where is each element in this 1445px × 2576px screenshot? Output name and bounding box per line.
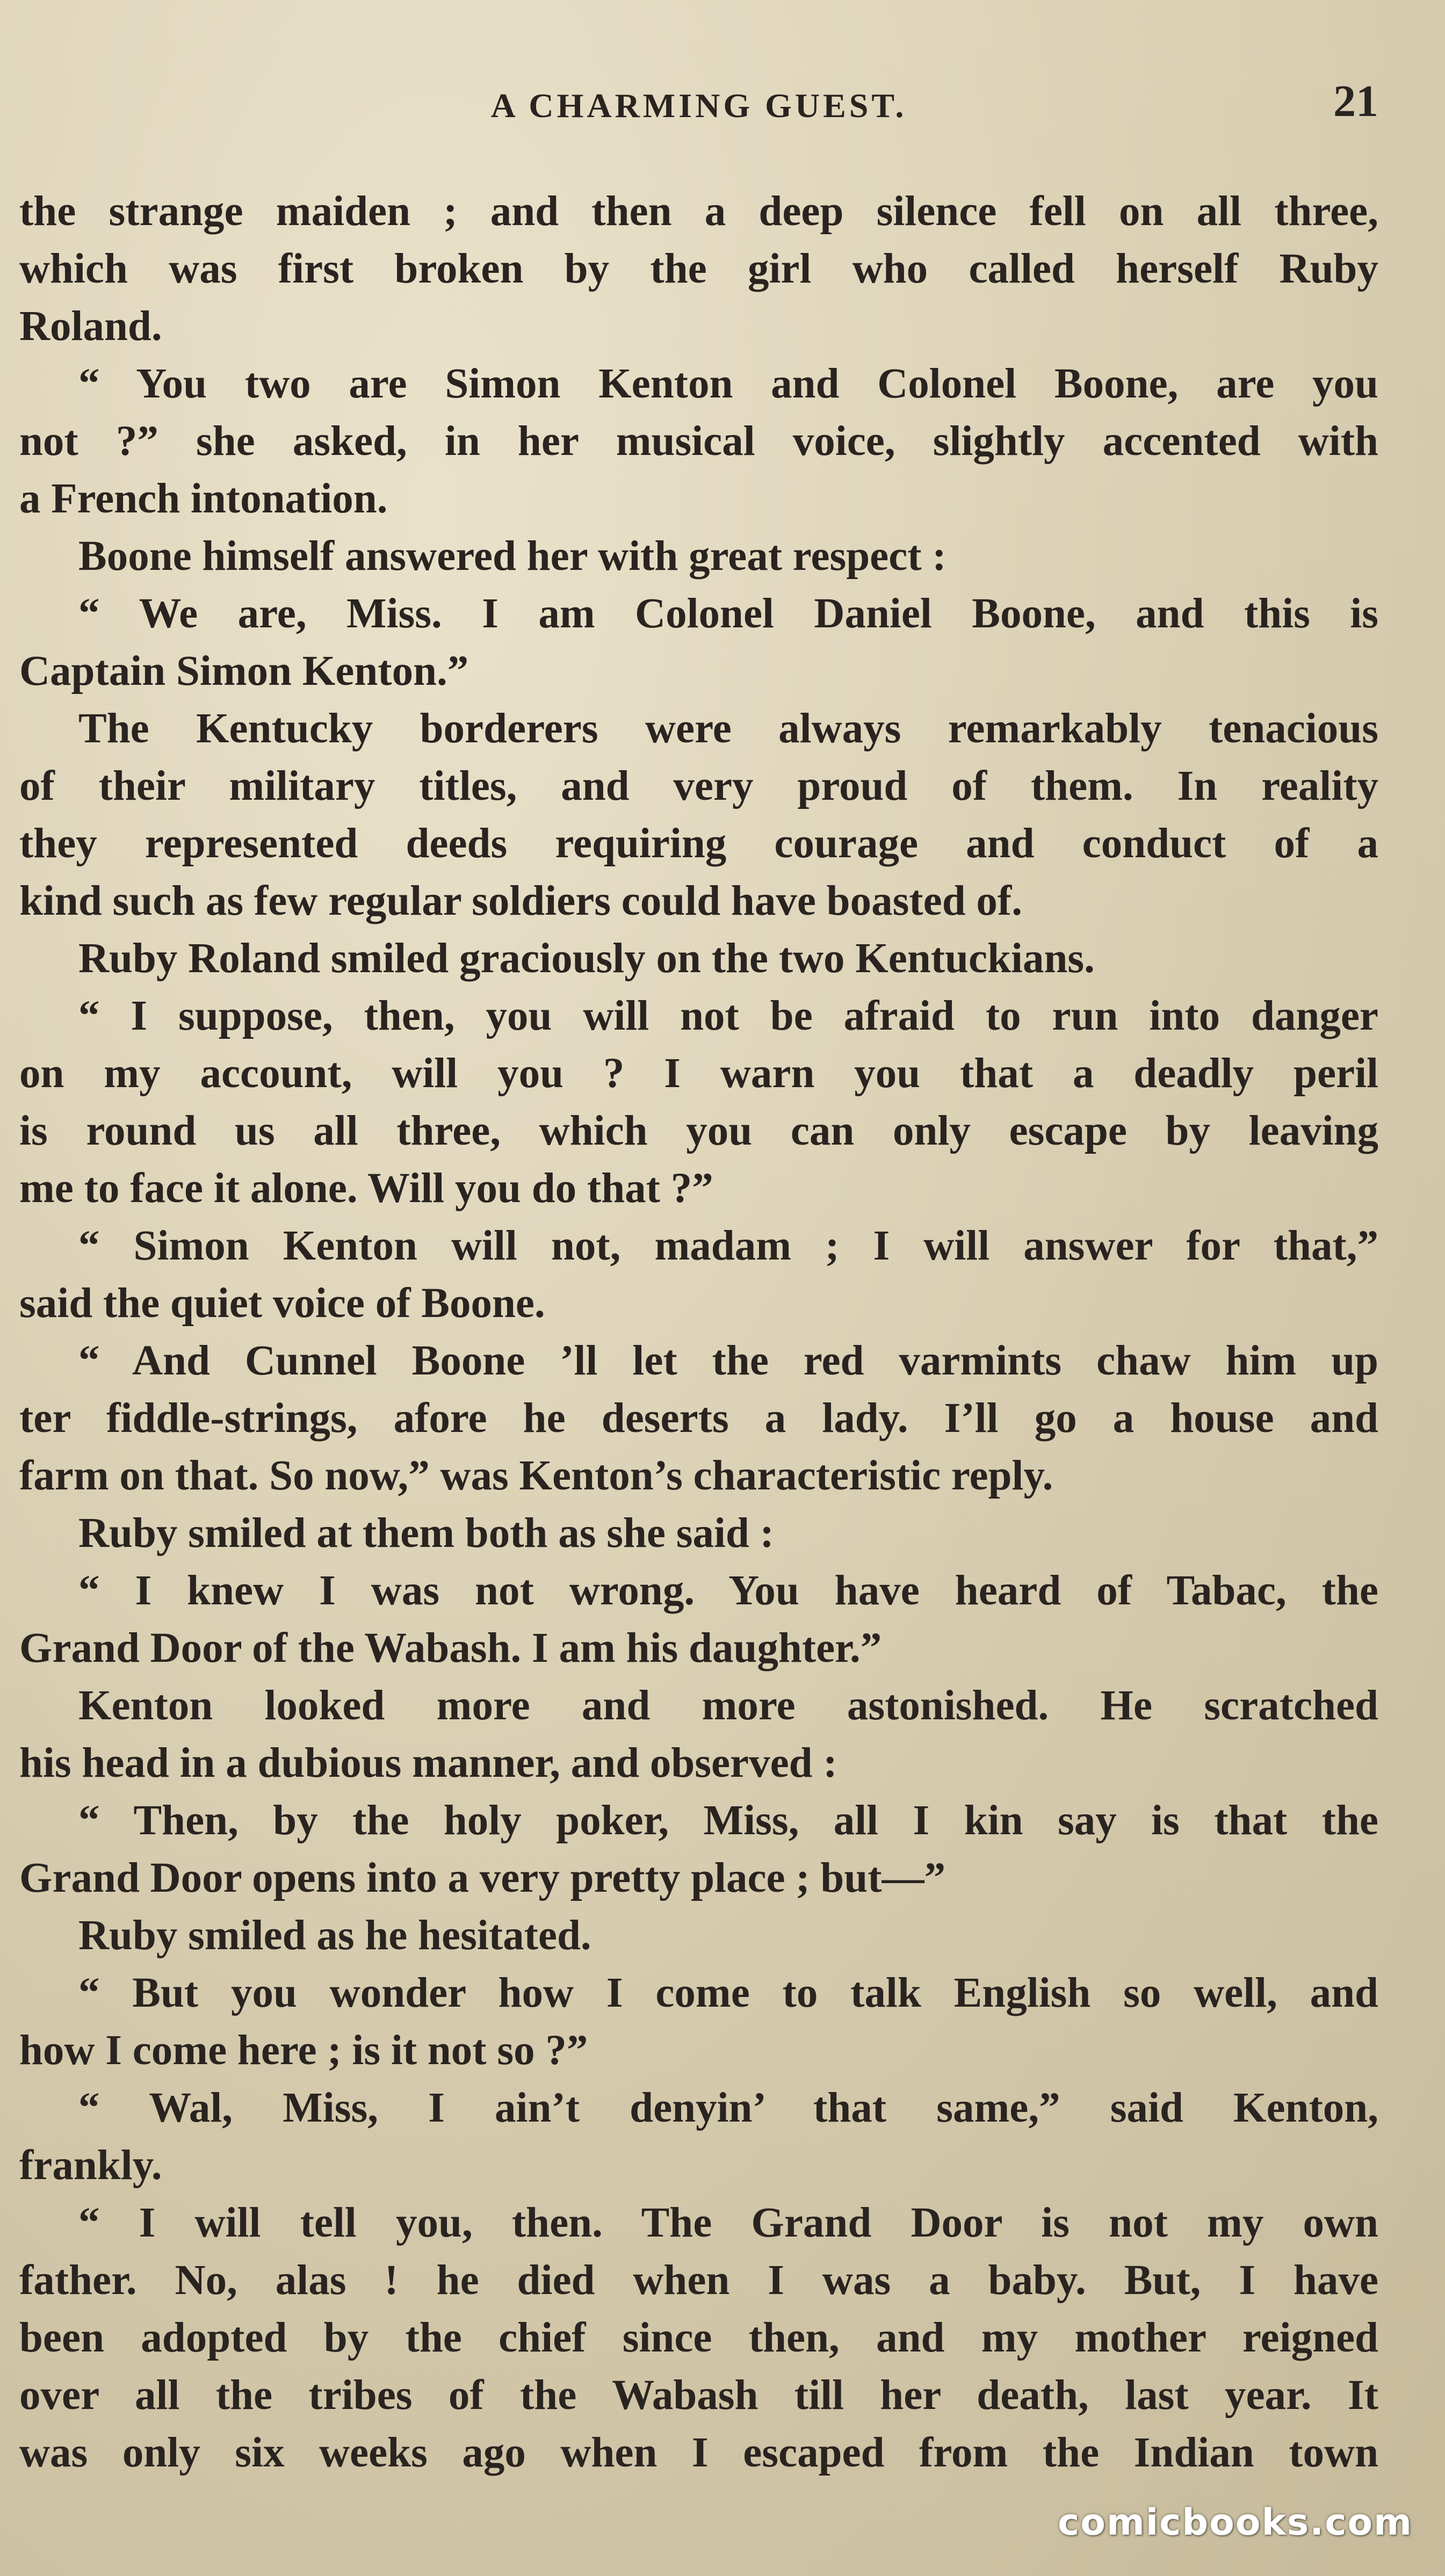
text-line: “ We are, Miss. I am Colonel Daniel Boone, and this is — [78, 590, 1378, 637]
text-line: ter fiddle-strings, afore he deserts a lady. I’ll go a house and — [19, 1395, 1378, 1442]
body-text — [19, 183, 1378, 2481]
text-line: on my account, will you ? I warn you that a deadly peril — [19, 1050, 1378, 1097]
text-line: “ Then, by the holy poker, Miss, all I kin say is that the — [78, 1797, 1378, 1844]
text-line: over all the tribes of the Wabash till her death, last year. It — [19, 2372, 1378, 2419]
text-line: the strange maiden ; and then a deep silence fell on all three, — [19, 188, 1378, 235]
text-line: Kenton looked more and more astonished. He scratched — [78, 1682, 1378, 1729]
text-line: they represented deeds requiring courage and conduct of a — [19, 820, 1378, 867]
watermark: comicbooks.com — [1057, 2501, 1413, 2544]
text-line: “ And Cunnel Boone ’ll let the red varmints chaw him up — [78, 1337, 1378, 1384]
text-line: “ I suppose, then, you will not be afraid to run into danger — [78, 993, 1378, 1039]
text-line: father. No, alas ! he died when I was a baby. But, I have — [19, 2257, 1378, 2304]
text-line: Ruby smiled at them both as she said : — [78, 1510, 774, 1557]
text-line: Ruby Roland smiled graciously on the two Kentuckians. — [78, 935, 1095, 982]
text-line: “ I knew I was not wrong. You have heard of Tabac, the — [78, 1567, 1378, 1614]
text-line: farm on that. So now,” was Kenton’s characteristic reply. — [19, 1452, 1053, 1499]
text-line: which was first broken by the girl who called herself Ruby — [19, 245, 1378, 292]
text-line: The Kentucky borderers were always remarkably tenacious — [78, 705, 1378, 752]
text-line: frankly. — [19, 2142, 162, 2189]
text-line: Roland. — [19, 303, 162, 350]
text-line: “ You two are Simon Kenton and Colonel Boone, are you — [78, 360, 1378, 407]
text-line: not ?” she asked, in her musical voice, slightly accented with — [19, 418, 1378, 465]
text-line: Boone himself answered her with great respect : — [78, 533, 947, 580]
text-line: Captain Simon Kenton.” — [19, 648, 469, 694]
text-line: been adopted by the chief since then, and my mother reigned — [19, 2314, 1378, 2361]
text-line: “ Wal, Miss, I ain’t denyin’ that same,” said Kenton, — [78, 2085, 1378, 2131]
running-title: A CHARMING GUEST. — [490, 86, 907, 125]
page-header — [19, 75, 1378, 134]
text-line: is round us all three, which you can only escape by leaving — [19, 1108, 1378, 1154]
text-line: “ Simon Kenton will not, madam ; I will answer for that,” — [78, 1222, 1378, 1269]
text-line: his head in a dubious manner, and observed : — [19, 1740, 837, 1786]
text-line: kind such as few regular soldiers could have boasted of. — [19, 878, 1022, 924]
text-line: a French intonation. — [19, 475, 388, 522]
page-number: 21 — [1333, 76, 1378, 126]
text-line: said the quiet voice of Boone. — [19, 1280, 545, 1327]
text-line: “ I will tell you, then. The Grand Door is not my own — [78, 2199, 1378, 2246]
text-line: Grand Door of the Wabash. I am his daughter.” — [19, 1625, 882, 1671]
text-line: Grand Door opens into a very pretty place ; but—” — [19, 1855, 946, 1901]
text-line: Ruby smiled as he hesitated. — [78, 1912, 591, 1959]
text-line: “ But you wonder how I come to talk English so well, and — [78, 1970, 1378, 2016]
text-line: me to face it alone. Will you do that ?” — [19, 1165, 713, 1212]
text-line: how I come here ; is it not so ?” — [19, 2027, 588, 2074]
text-line: of their military titles, and very proud of them. In reality — [19, 763, 1378, 809]
text-line: was only six weeks ago when I escaped from the Indian town — [19, 2429, 1378, 2476]
